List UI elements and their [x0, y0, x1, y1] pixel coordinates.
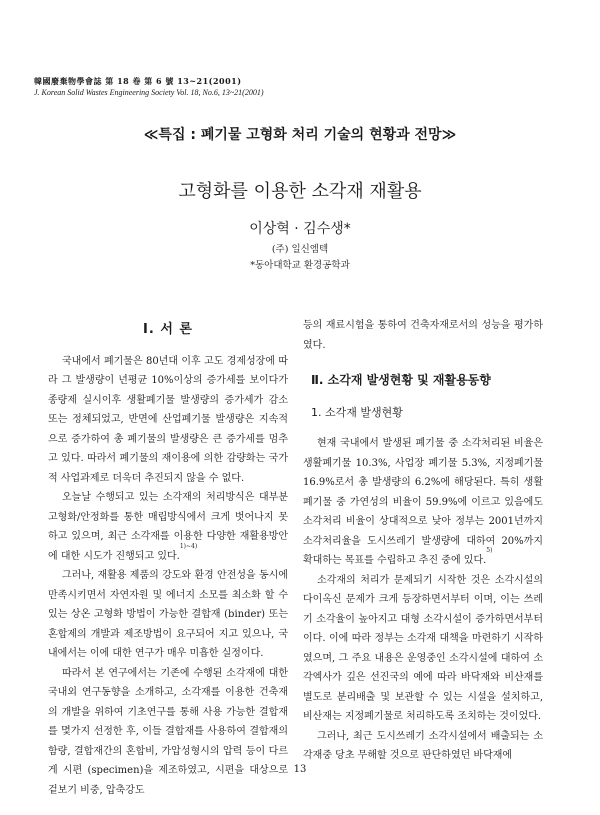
paragraph: 그러나, 재활용 제품의 강도와 환경 안전성을 동시에 만족시키면서 자연자원 및 에너지 소모를 최소화 할 수 있는 상온 고형화 방법이 가능한 결합재 (binder) 또는 혼합제의 개발과 제조방법이 요구되어 지고 있으나, 국내에서는 이에 대한 연구가 매우 미흡한 실정이다. — [48, 570, 288, 659]
journal-korean-line: 韓國廢棄物學會誌 第 18 卷 第 6 號 13~21(2001) — [34, 76, 242, 86]
paragraph: 그러나, 최근 도시쓰레기 소각시설에서 배출되는 소각재중 당초 무해할 것으로 판단하였던 바닥재에 — [303, 730, 543, 761]
special-issue-title: ≪특집 : 폐기물 고형화 처리 기술의 현황과 전망≫ — [143, 127, 457, 143]
paragraph: 소각재의 처리가 문제되기 시작한 것은 소각시설의 다이옥신 문제가 크게 등장하면서부터 이며, 이는 쓰레기 소각율이 높아지고 대형 소각시설이 증가하면서부터 이다. 이에 따라 정부는 소각재 대책을 마련하기 시작하였으며, 그 주요 내용은 운영중인 소각시설에 대하여 소각엑사가 깊은 선진국의 예에 따라 바닥재와 비산재를 별도로 분리배출 및 보관할 수 있는 시설을 설치하고, 비산재는 지정폐기물로 처리하도록 조치하는 것이었다. — [303, 574, 543, 722]
paragraph: 현재 국내에서 발생된 폐기물 중 소각처리된 비율은 생활폐기물 10.3%, 사업장 폐기물 5.3%, 지정폐기물 16.9%로서 총 발생량의 6.2%에 해당된다. 특히 생활폐기물 중 가연성의 비율이 59.9%에 이르고 있음에도 소각처리 비율이 상대적으로 낮아 정부는 2001년까지 소각처리율을 도시쓰레기 발생량에 대하여 20%까지 확대하는 목표를 수립하고 추진 중에 있다.$^{5)}$ — [303, 438, 543, 566]
page-number: 13 — [293, 764, 307, 775]
affiliation-2: *동아대학교 환경공학과 — [250, 260, 350, 271]
authors: 이상혁 · 김수생* — [249, 221, 351, 237]
left-column — [48, 316, 288, 800]
subsection-heading: 1. 소각재 발생현황 — [311, 405, 403, 419]
reference-mark: 5) — [486, 547, 493, 554]
reference-mark: 1)~4) — [179, 542, 198, 550]
paragraph: 따라서 본 연구에서는 기존에 수행된 소각재에 대한 국내외 연구동향을 소개하고, 소각재를 이용한 건축재의 개발을 위하여 기초연구를 통해 사용 가능한 결합재를 몇가지 선정한 후, 이들 결합재를 사용하여 결합재의 함량, 결합재간의 혼합비, 가압성형시의 압력 등이 다르게 시편 (specimen)을 제조하였고, 시편을 대상으로 겉보기 비중, 압축강도 — [48, 667, 288, 796]
journal-english-line: J. Korean Solid Wastes Engineering Society Vol. 18, No.6, 13~21(2001) — [34, 88, 264, 97]
paper-title: 고형화를 이용한 소각재 재활용 — [178, 181, 422, 202]
paragraph: 오늘날 수행되고 있는 소각재의 처리방식은 대부분 고형화/안정화를 통한 매립방식에서 크게 벗어나지 못하고 있으며, 최근 소각재를 이용한 다양한 재활용방안에 대한 시도가 진행되고 있다.$^{1)\sim 4)}$ — [48, 492, 288, 562]
section-heading-introduction: Ⅰ. 서 론 — [143, 322, 193, 337]
affiliation-1: (주) 일신엠텍 — [271, 244, 329, 255]
paragraph-continuation: 등의 재료시험을 통하여 건축자재로서의 성능을 평가하였다. — [303, 320, 543, 351]
section-heading-status: Ⅱ. 소각재 발생현황 및 재활용동향 — [311, 373, 491, 387]
right-column — [303, 316, 543, 766]
paragraph: 국내에서 폐기물은 80년대 이후 고도 경제성장에 따라 그 발생량이 년평균 10%이상의 증가세를 보이다가 종량제 실시이후 생활폐기물 발생량의 증가세가 감소 또는 정체되었고, 반면에 산업폐기물 발생량은 지속적으로 증가하여 총 폐기물의 발생량은 큰 증가세를 멈추고 있다. 따라서 폐기물의 재이용에 의한 감량화는 국가적 사업과제로 더욱더 추진되지 않을 수 없다. — [48, 355, 288, 484]
journal-header — [34, 76, 264, 98]
